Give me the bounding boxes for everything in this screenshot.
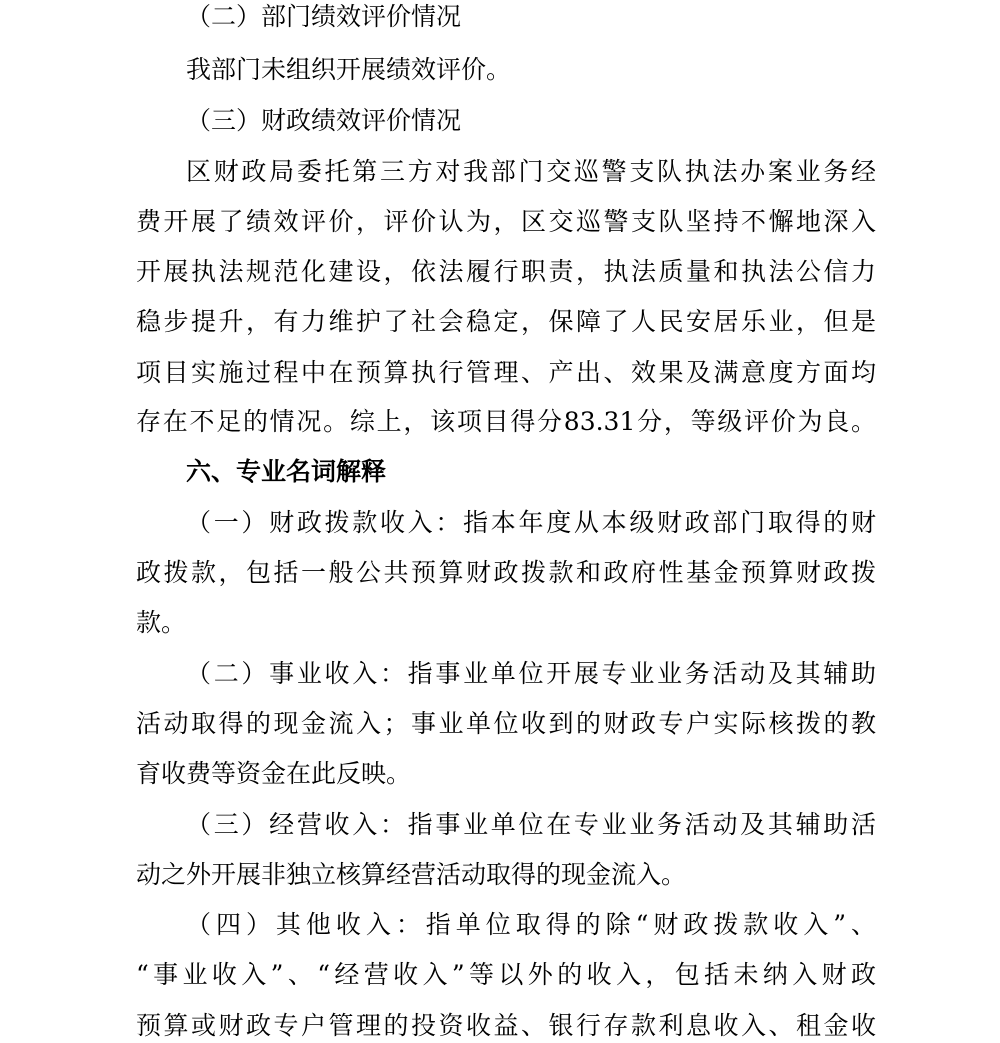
paragraph-text: 项目实施过程中在预算执行管理、产出、效果及满意度方面均: [136, 358, 876, 387]
paragraph-line: [136, 704, 876, 744]
paragraph-line: [136, 855, 876, 895]
paragraph-line: [136, 302, 876, 342]
term-definition-line: [186, 654, 876, 694]
paragraph-line: [136, 955, 876, 995]
paragraph-line: [136, 202, 876, 242]
heading-text: （二）部门绩效评价情况: [186, 2, 462, 31]
paragraph-text: 政拨款，包括一般公共预算财政拨款和政府性基金预算财政拨: [136, 558, 876, 587]
term-heading: （一）财政拨款收入：: [186, 508, 464, 537]
term-text: 指事业单位在专业业务活动及其辅助活: [407, 810, 876, 839]
term-definition-line: [186, 503, 876, 543]
term-definition-line: [186, 805, 876, 845]
paragraph-line: [136, 1006, 876, 1043]
heading-text: （三）财政绩效评价情况: [186, 106, 462, 135]
paragraph-text: 育收费等资金在此反映。: [136, 759, 412, 788]
section-heading-finance-evaluation: [186, 101, 876, 141]
paragraph-text: 区财政局委托第三方对我部门交巡警支队执法办案业务经: [186, 157, 876, 186]
paragraph-text: 我部门未组织开展绩效评价。: [186, 55, 512, 84]
paragraph-text: 开展执法规范化建设，依法履行职责，执法质量和执法公信力: [136, 257, 876, 286]
heading-text: 六、专业名词解释: [186, 457, 387, 486]
term-definition-line: [186, 905, 876, 945]
paragraph-line: [136, 402, 876, 442]
section-heading-department-evaluation: [186, 0, 876, 37]
paragraph-text: 存在不足的情况。综上，该项目得分83.31分，等级评价为良。: [136, 407, 876, 436]
term-text: 指事业单位开展专业业务活动及其辅助: [407, 659, 876, 688]
term-text: 指单位取得的除“财政拨款收入”、: [425, 910, 876, 939]
paragraph-line: [136, 553, 876, 593]
paragraph-text: 款。: [136, 608, 187, 637]
paragraph-line: [136, 603, 876, 643]
paragraph-line: [136, 252, 876, 292]
paragraph-text: 费开展了绩效评价，评价认为，区交巡警支队坚持不懈地深入: [136, 207, 876, 236]
term-heading: （四）其他收入：: [186, 910, 426, 939]
paragraph-text: 动之外开展非独立核算经营活动取得的现金流入。: [136, 860, 687, 889]
paragraph-text: “事业收入”、“经营收入”等以外的收入，包括未纳入财政: [136, 960, 876, 989]
paragraph-line: [186, 152, 876, 192]
section-heading-terms: [186, 452, 876, 492]
paragraph-line: [136, 353, 876, 393]
paragraph-text: 预算或财政专户管理的投资收益、银行存款利息收入、租金收: [136, 1011, 876, 1040]
term-text: 指本年度从本级财政部门取得的财: [463, 508, 876, 537]
paragraph-text: 稳步提升，有力维护了社会稳定，保障了人民安居乐业，但是: [136, 307, 876, 336]
paragraph-line: [186, 50, 876, 90]
term-heading: （二）事业收入：: [186, 659, 408, 688]
paragraph-line: [136, 754, 876, 794]
paragraph-text: 活动取得的现金流入；事业单位收到的财政专户实际核拨的教: [136, 709, 876, 738]
term-heading: （三）经营收入：: [186, 810, 408, 839]
